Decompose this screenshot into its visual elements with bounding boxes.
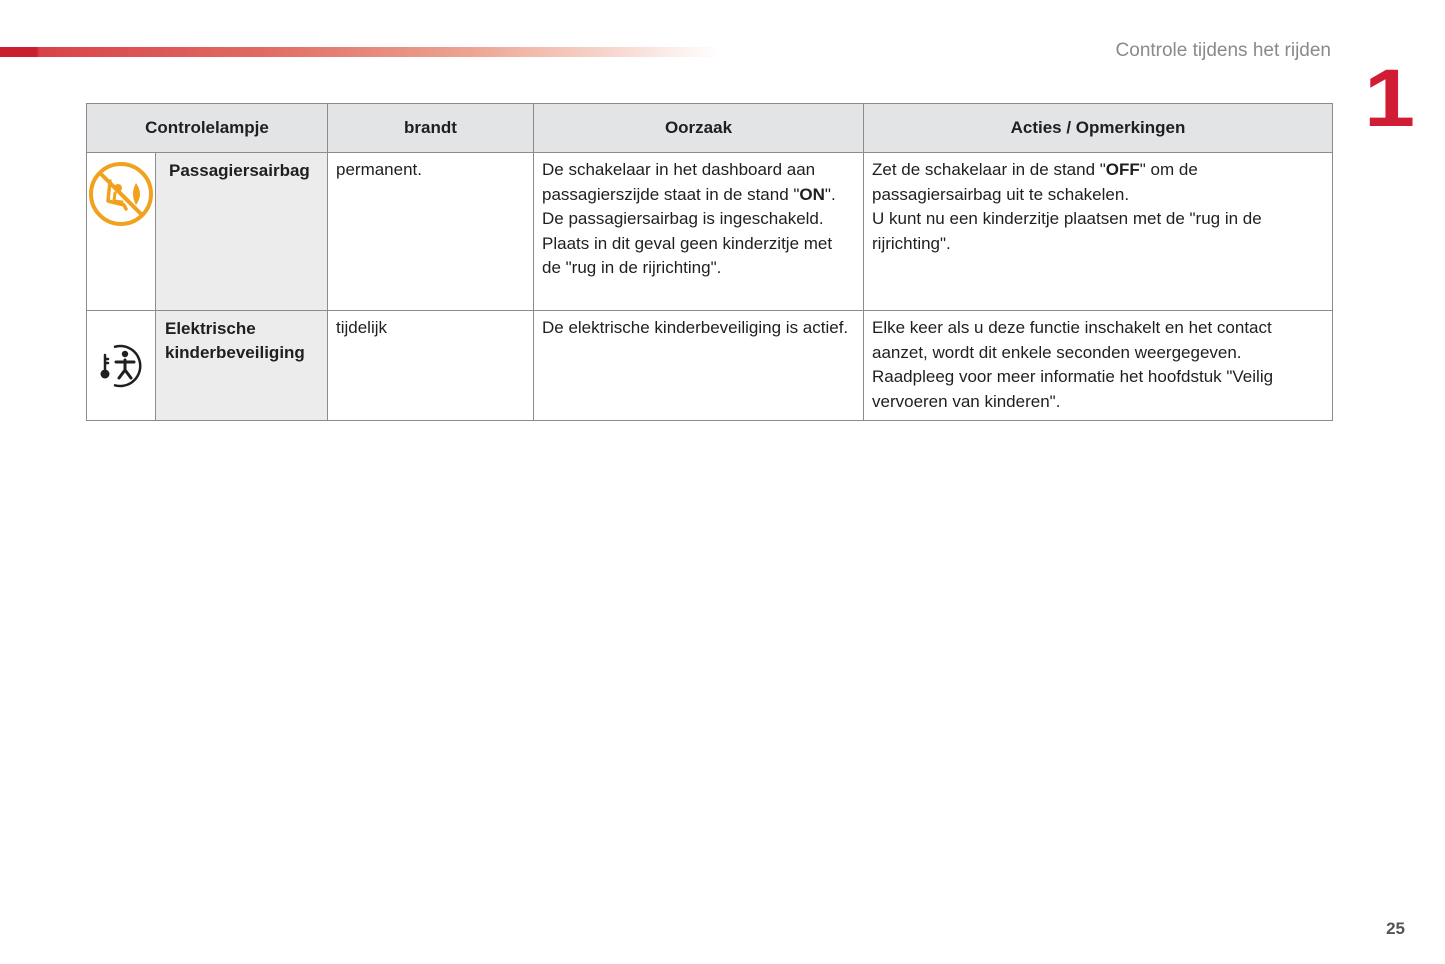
page-number: 25	[1386, 919, 1405, 938]
column-header-cause: Oorzaak	[534, 104, 864, 153]
table-header-row	[87, 104, 1333, 153]
lamp-cause: De elektrische kinderbeveiliging is actief.	[534, 311, 864, 421]
lamp-state: permanent.	[328, 153, 534, 311]
table-row	[87, 311, 1333, 421]
table-row	[87, 153, 1333, 311]
lamp-action: Elke keer als u deze functie inschakelt en het contact aanzet, wordt dit enkele seconden weergegeven. Raadpleeg voor meer informatie het hoofdstuk "Veilig vervoeren van kinderen".	[864, 311, 1333, 421]
column-header-actions: Acties / Opmerkingen	[864, 104, 1333, 153]
lamp-cause: De schakelaar in het dashboard aan passagierszijde staat in de stand "ON". De passagiersairbag is ingeschakeld. Plaats in dit geval geen kinderzitje met de "rug in de rijrichting".	[534, 153, 864, 311]
lamp-action: Zet de schakelaar in de stand "OFF" om de passagiersairbag uit te schakelen. U kunt nu een kinderzitje plaatsen met de "rug in de rijrichting".	[864, 153, 1333, 311]
icon-cell	[87, 153, 156, 311]
lamp-name: Elektrische kinderbeveiliging	[156, 311, 328, 421]
lamp-state: tijdelijk	[328, 311, 534, 421]
chapter-number: 1	[1364, 53, 1416, 144]
header-accent-bar	[0, 47, 720, 57]
passenger-airbag-off-icon	[88, 161, 154, 227]
warning-lamp-table	[86, 103, 1333, 421]
icon-cell	[87, 311, 156, 421]
column-header-lamp: Controlelampje	[87, 104, 328, 153]
section-title: Controle tijdens het rijden	[1115, 40, 1331, 61]
lamp-name: Passagiersairbag	[156, 153, 328, 311]
electric-child-lock-icon	[96, 341, 146, 391]
column-header-state: brandt	[328, 104, 534, 153]
